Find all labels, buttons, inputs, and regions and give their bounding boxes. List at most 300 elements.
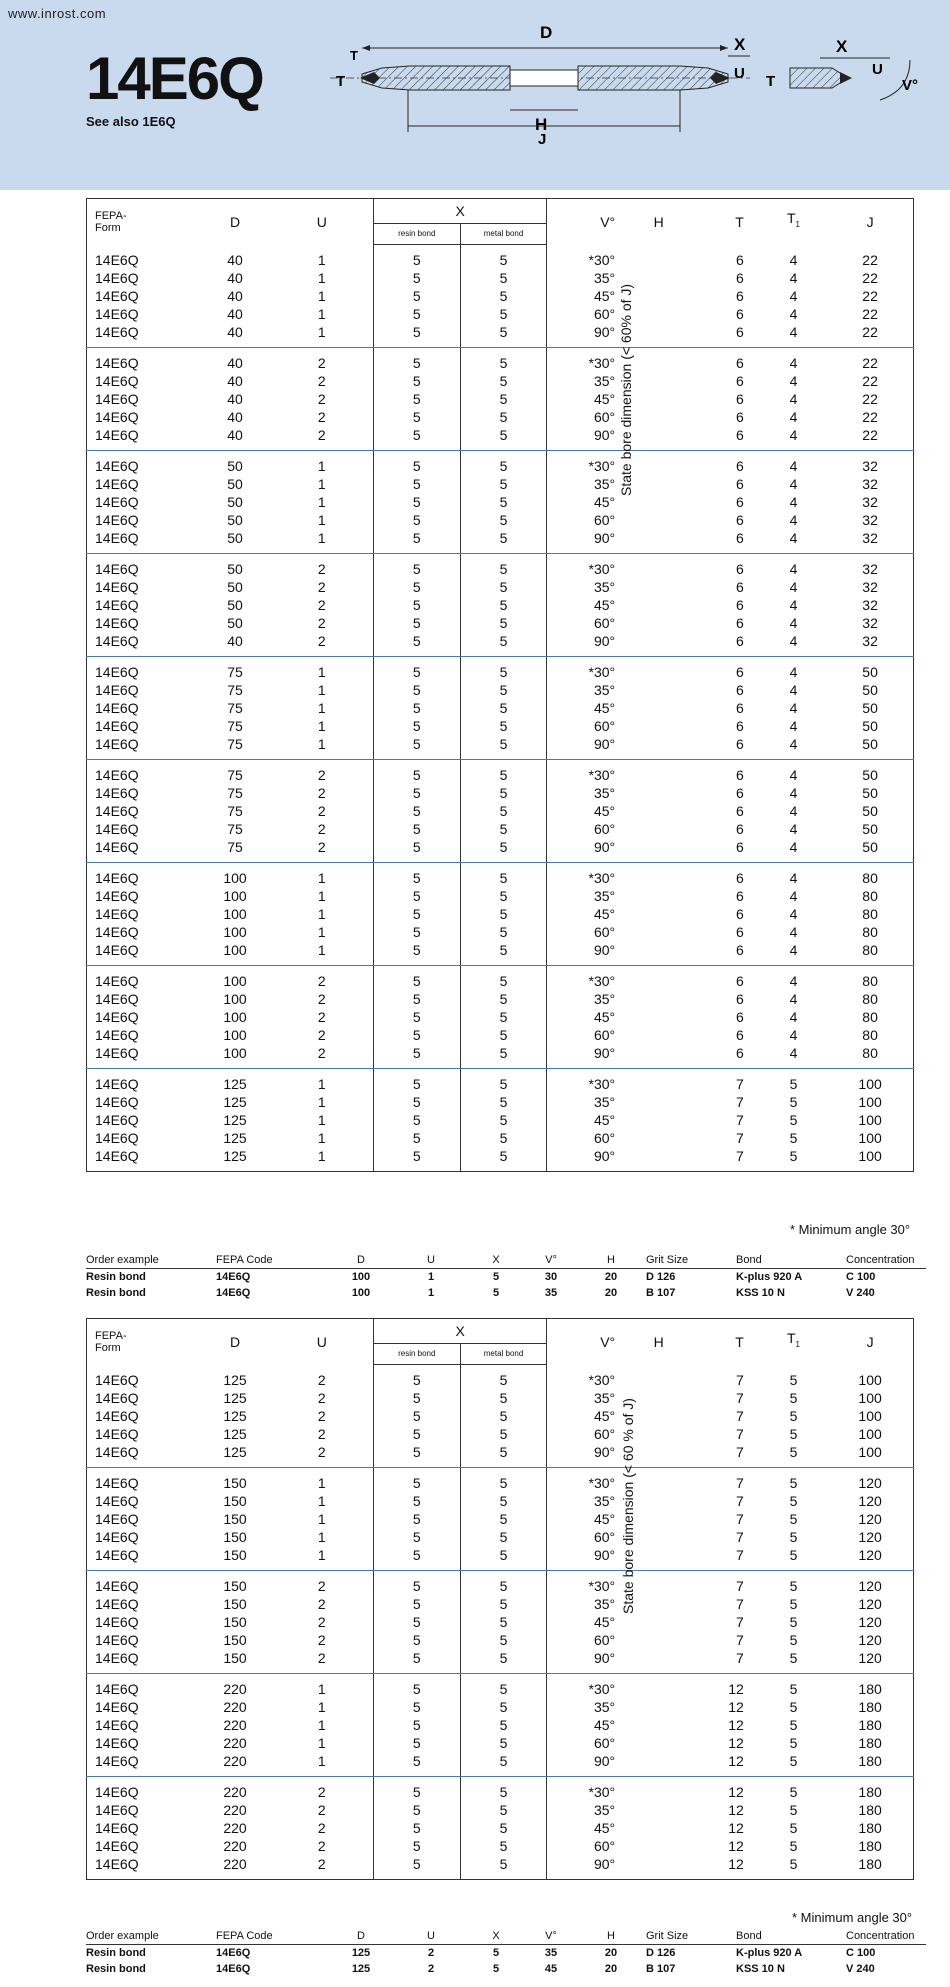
cell-j: 120 bbox=[858, 1614, 882, 1630]
order-cell: B 107 bbox=[646, 1287, 676, 1299]
cell-form: 14E6Q bbox=[95, 803, 139, 819]
cell-j: 100 bbox=[858, 1408, 882, 1424]
cell-h bbox=[629, 475, 688, 493]
table-row bbox=[87, 838, 914, 863]
cell-v: 45° bbox=[547, 1111, 629, 1129]
col-u-header: U bbox=[316, 213, 327, 230]
cell-x-metal: 5 bbox=[460, 1546, 547, 1571]
cell-x-resin: 5 bbox=[373, 990, 460, 1008]
order-cell: 1 bbox=[427, 1271, 435, 1283]
cell-x-metal: 5 bbox=[460, 614, 547, 632]
cell-x-resin: 5 bbox=[373, 717, 460, 735]
cell-d: 220 bbox=[223, 1699, 247, 1715]
cell-x-resin: 5 bbox=[373, 1752, 460, 1777]
cell-t: 6 bbox=[688, 632, 759, 657]
order-col-header: U bbox=[396, 1252, 466, 1269]
cell-d: 220 bbox=[223, 1717, 247, 1733]
table-row bbox=[87, 348, 914, 373]
col-resin-header: resin bond bbox=[373, 1344, 460, 1365]
cell-x-metal: 5 bbox=[460, 245, 547, 270]
cell-h bbox=[629, 887, 688, 905]
cell-v: *30° bbox=[547, 245, 629, 270]
cell-j: 100 bbox=[858, 1148, 882, 1164]
cell-x-metal: 5 bbox=[460, 1649, 547, 1674]
cell-d: 100 bbox=[223, 870, 247, 886]
cell-v: 90° bbox=[547, 632, 629, 657]
cell-x-metal: 5 bbox=[460, 820, 547, 838]
cell-h bbox=[629, 1674, 688, 1699]
cell-form: 14E6Q bbox=[95, 1717, 139, 1733]
order-col-header: Bond bbox=[736, 1928, 846, 1945]
cell-j: 180 bbox=[858, 1784, 882, 1800]
cell-d: 40 bbox=[227, 391, 243, 407]
cell-h bbox=[629, 1855, 688, 1880]
cell-v: 60° bbox=[547, 511, 629, 529]
cell-t1: 4 bbox=[789, 270, 798, 286]
cell-v: *30° bbox=[547, 348, 629, 373]
cell-x-resin: 5 bbox=[373, 1595, 460, 1613]
cell-h bbox=[629, 1425, 688, 1443]
cell-h bbox=[629, 596, 688, 614]
cell-form: 14E6Q bbox=[95, 1027, 139, 1043]
cell-v: 45° bbox=[547, 1716, 629, 1734]
cell-j: 180 bbox=[858, 1681, 882, 1697]
cell-d: 75 bbox=[227, 664, 243, 680]
cell-v: 45° bbox=[547, 1407, 629, 1425]
order-cell: D 126 bbox=[646, 1271, 676, 1283]
cell-x-resin: 5 bbox=[373, 529, 460, 554]
cell-t: 6 bbox=[736, 270, 744, 286]
cell-u: 2 bbox=[317, 1408, 326, 1424]
cell-d: 100 bbox=[223, 991, 247, 1007]
cell-u: 2 bbox=[317, 1027, 326, 1043]
cell-t: 7 bbox=[736, 1148, 744, 1164]
table-row bbox=[87, 451, 914, 476]
col-metal-header: metal bond bbox=[460, 1344, 547, 1365]
col-u-header: U bbox=[316, 1333, 327, 1350]
cell-d: 100 bbox=[223, 1027, 247, 1043]
cell-h bbox=[629, 1819, 688, 1837]
cell-t1: 4 bbox=[760, 838, 827, 863]
cell-j: 50 bbox=[862, 821, 878, 837]
cell-v: 90° bbox=[547, 1855, 629, 1880]
cell-x-resin: 5 bbox=[373, 1425, 460, 1443]
cell-t: 6 bbox=[736, 494, 744, 510]
cell-x-metal: 5 bbox=[460, 802, 547, 820]
see-also-note: See also 1E6Q bbox=[86, 114, 176, 129]
order-col-header: Order example bbox=[86, 1928, 216, 1945]
cell-h bbox=[629, 1147, 688, 1172]
cell-j: 120 bbox=[858, 1493, 882, 1509]
cell-u: 2 bbox=[271, 1443, 374, 1468]
cell-x-metal: 5 bbox=[460, 887, 547, 905]
cell-t: 6 bbox=[736, 561, 744, 577]
cell-x-resin: 5 bbox=[373, 1528, 460, 1546]
cell-x-metal: 5 bbox=[460, 1111, 547, 1129]
cell-u: 1 bbox=[271, 323, 374, 348]
col-t1-label: T bbox=[786, 1330, 796, 1347]
cell-j: 80 bbox=[827, 941, 913, 966]
order-cell: D 126 bbox=[646, 1947, 676, 1959]
cell-h bbox=[629, 390, 688, 408]
order-cell: 20 bbox=[604, 1287, 618, 1299]
cell-j: 32 bbox=[862, 561, 878, 577]
cell-form: 14E6Q bbox=[95, 1094, 139, 1110]
cell-x-resin: 5 bbox=[373, 390, 460, 408]
cell-d: 75 bbox=[227, 803, 243, 819]
cell-d: 50 bbox=[227, 512, 243, 528]
order-col-header: FEPA Code bbox=[216, 1928, 326, 1945]
cell-v: 90° bbox=[547, 529, 629, 554]
cell-x-resin: 5 bbox=[373, 348, 460, 373]
order-cell: 5 bbox=[492, 1287, 500, 1299]
cell-v: 60° bbox=[547, 614, 629, 632]
cell-x-resin: 5 bbox=[373, 1129, 460, 1147]
cell-d: 100 bbox=[223, 924, 247, 940]
col-j-header: J bbox=[866, 213, 874, 230]
table-row bbox=[87, 1716, 914, 1734]
cell-u: 2 bbox=[317, 579, 326, 595]
cell-t1: 5 bbox=[789, 1735, 798, 1751]
cell-d: 40 bbox=[227, 251, 243, 268]
cell-t: 12 bbox=[728, 1784, 744, 1800]
cell-t: 7 bbox=[736, 1632, 744, 1648]
cell-x-resin: 5 bbox=[373, 1147, 460, 1172]
cell-h bbox=[629, 1069, 688, 1094]
cell-j: 80 bbox=[827, 1044, 913, 1069]
table-row bbox=[87, 1492, 914, 1510]
cell-u: 2 bbox=[317, 615, 326, 631]
order-cell: 1 bbox=[427, 1287, 435, 1299]
cell-v: 35° bbox=[547, 1389, 629, 1407]
cell-d: 100 bbox=[223, 888, 247, 904]
cell-d: 50 bbox=[227, 597, 243, 613]
cell-x-metal: 5 bbox=[460, 905, 547, 923]
cell-u: 1 bbox=[317, 251, 326, 268]
cell-u: 1 bbox=[271, 1546, 374, 1571]
col-form-header bbox=[87, 1319, 200, 1365]
cell-t: 6 bbox=[736, 718, 744, 734]
cell-v: 45° bbox=[547, 699, 629, 717]
order-col-header: Concentration bbox=[846, 1928, 926, 1945]
cell-d: 125 bbox=[223, 1371, 247, 1388]
cell-x-resin: 5 bbox=[373, 657, 460, 682]
order-cell: Resin bond bbox=[86, 1287, 146, 1299]
col-t1-label: T bbox=[786, 210, 796, 227]
order-cell: 20 bbox=[604, 1271, 618, 1283]
cell-d: 50 bbox=[227, 458, 243, 474]
cell-x-metal: 5 bbox=[460, 717, 547, 735]
cell-j: 100 bbox=[858, 1371, 882, 1388]
cell-t1: 4 bbox=[760, 426, 827, 451]
cell-h bbox=[629, 1044, 688, 1069]
cell-t1: 4 bbox=[789, 355, 798, 371]
cell-j: 32 bbox=[862, 476, 878, 492]
cell-form: 14E6Q bbox=[87, 1546, 200, 1571]
cell-u: 2 bbox=[317, 1578, 326, 1594]
cell-h bbox=[629, 1571, 688, 1596]
cell-h bbox=[629, 632, 688, 657]
order-col-header: FEPA Code bbox=[216, 1252, 326, 1269]
cell-t1: 4 bbox=[789, 288, 798, 304]
cell-d: 75 bbox=[227, 718, 243, 734]
cell-v: 60° bbox=[547, 1425, 629, 1443]
cell-j: 50 bbox=[862, 803, 878, 819]
cell-form: 14E6Q bbox=[95, 664, 139, 680]
col-t1-sub: 1 bbox=[795, 1340, 800, 1350]
order-cell: C 100 bbox=[846, 1271, 876, 1283]
cell-d: 125 bbox=[223, 1148, 247, 1164]
cell-h bbox=[629, 1026, 688, 1044]
cell-j: 180 bbox=[858, 1820, 882, 1836]
cell-form: 14E6Q bbox=[95, 973, 139, 989]
cell-j: 50 bbox=[862, 718, 878, 734]
cell-form: 14E6Q bbox=[95, 355, 139, 371]
cell-v: 60° bbox=[547, 717, 629, 735]
cell-t: 6 bbox=[736, 579, 744, 595]
cell-t1: 4 bbox=[789, 821, 798, 837]
order-cell: 125 bbox=[351, 1947, 371, 1959]
table-row bbox=[87, 596, 914, 614]
cell-v: 35° bbox=[547, 1492, 629, 1510]
table-row bbox=[87, 1407, 914, 1425]
cell-j: 180 bbox=[858, 1717, 882, 1733]
table-row bbox=[87, 245, 914, 270]
cell-x-resin: 5 bbox=[373, 863, 460, 888]
cell-u: 1 bbox=[317, 288, 326, 304]
edge-detail-diagram bbox=[760, 30, 940, 120]
cell-x-resin: 5 bbox=[373, 1546, 460, 1571]
cell-t: 6 bbox=[688, 941, 759, 966]
cell-form: 14E6Q bbox=[87, 323, 200, 348]
cell-v: 90° bbox=[547, 1546, 629, 1571]
cell-x-resin: 5 bbox=[373, 493, 460, 511]
cell-t1: 4 bbox=[789, 682, 798, 698]
cell-form: 14E6Q bbox=[95, 579, 139, 595]
cell-u: 1 bbox=[317, 1493, 326, 1509]
table-row bbox=[87, 941, 914, 966]
cell-form: 14E6Q bbox=[95, 1596, 139, 1612]
cell-d: 125 bbox=[223, 1112, 247, 1128]
cell-j: 32 bbox=[827, 529, 913, 554]
cell-j: 120 bbox=[858, 1632, 882, 1648]
cell-u: 2 bbox=[317, 803, 326, 819]
cell-form: 14E6Q bbox=[95, 288, 139, 304]
cell-h bbox=[629, 905, 688, 923]
cell-x-metal: 5 bbox=[460, 784, 547, 802]
cell-t: 6 bbox=[688, 323, 759, 348]
cell-j: 80 bbox=[862, 906, 878, 922]
col-t1-header bbox=[760, 1319, 827, 1365]
cell-u: 1 bbox=[317, 718, 326, 734]
cell-u: 2 bbox=[317, 1802, 326, 1818]
cell-v: *30° bbox=[547, 760, 629, 785]
cell-x-resin: 5 bbox=[373, 1649, 460, 1674]
cell-t1: 5 bbox=[789, 1426, 798, 1442]
table-row bbox=[87, 784, 914, 802]
cell-form: 14E6Q bbox=[95, 1493, 139, 1509]
cell-h bbox=[629, 1468, 688, 1493]
cell-d: 220 bbox=[223, 1802, 247, 1818]
cell-h bbox=[629, 1595, 688, 1613]
cell-v: 35° bbox=[547, 1093, 629, 1111]
order-cell: 5 bbox=[492, 1947, 500, 1959]
cell-form: 14E6Q bbox=[95, 1148, 139, 1164]
cell-t1: 4 bbox=[789, 700, 798, 716]
cell-t: 6 bbox=[736, 597, 744, 613]
cell-v: 45° bbox=[547, 1510, 629, 1528]
table-row bbox=[87, 475, 914, 493]
cell-u: 2 bbox=[271, 632, 374, 657]
cell-form: 14E6Q bbox=[95, 1426, 139, 1442]
cell-u: 2 bbox=[317, 767, 326, 783]
cell-j: 100 bbox=[858, 1112, 882, 1128]
cell-j: 50 bbox=[862, 700, 878, 716]
table-row bbox=[87, 1546, 914, 1571]
cell-x-metal: 5 bbox=[460, 1528, 547, 1546]
cell-t1: 4 bbox=[789, 409, 798, 425]
cell-j: 180 bbox=[858, 1856, 882, 1872]
cell-u: 1 bbox=[271, 735, 374, 760]
cell-t: 7 bbox=[736, 1493, 744, 1509]
cell-form: 14E6Q bbox=[95, 1632, 139, 1648]
cell-t1: 5 bbox=[789, 1632, 798, 1648]
cell-t1: 4 bbox=[789, 664, 798, 680]
cell-j: 50 bbox=[862, 664, 878, 680]
cell-d: 75 bbox=[227, 821, 243, 837]
cell-t1: 4 bbox=[789, 803, 798, 819]
cell-j: 100 bbox=[858, 1130, 882, 1146]
cell-u: 1 bbox=[317, 270, 326, 286]
cell-j: 120 bbox=[858, 1529, 882, 1545]
cell-h bbox=[629, 1111, 688, 1129]
wheel-section-diagram bbox=[330, 16, 750, 146]
table-row bbox=[87, 323, 914, 348]
cell-v: 35° bbox=[547, 1595, 629, 1613]
cell-j: 22 bbox=[827, 426, 913, 451]
cell-t1: 4 bbox=[789, 924, 798, 940]
cell-x-metal: 5 bbox=[460, 323, 547, 348]
cell-h bbox=[629, 426, 688, 451]
col-form-header bbox=[87, 199, 200, 245]
cell-t1: 4 bbox=[760, 632, 827, 657]
cell-j: 22 bbox=[862, 306, 878, 322]
cell-h bbox=[629, 554, 688, 579]
cell-t1: 4 bbox=[789, 615, 798, 631]
cell-x-resin: 5 bbox=[373, 1443, 460, 1468]
cell-x-resin: 5 bbox=[373, 760, 460, 785]
cell-t: 12 bbox=[728, 1735, 744, 1751]
cell-x-metal: 5 bbox=[460, 1365, 547, 1390]
cell-h bbox=[629, 802, 688, 820]
cell-v: 35° bbox=[547, 1801, 629, 1819]
cell-t1: 5 bbox=[789, 1681, 798, 1697]
table-row bbox=[87, 699, 914, 717]
cell-u: 1 bbox=[271, 1752, 374, 1777]
col-j-header: J bbox=[866, 1333, 874, 1350]
cell-j: 120 bbox=[827, 1649, 913, 1674]
cell-d: 125 bbox=[223, 1094, 247, 1110]
cell-form: 14E6Q bbox=[95, 682, 139, 698]
cell-x-resin: 5 bbox=[373, 1801, 460, 1819]
cell-t1: 4 bbox=[789, 1027, 798, 1043]
cell-j: 100 bbox=[858, 1076, 882, 1092]
cell-x-metal: 5 bbox=[460, 1389, 547, 1407]
cell-d: 125 bbox=[223, 1076, 247, 1092]
cell-x-metal: 5 bbox=[460, 1801, 547, 1819]
table-row bbox=[87, 632, 914, 657]
cell-u: 1 bbox=[317, 906, 326, 922]
cell-t: 6 bbox=[736, 409, 744, 425]
cell-d: 150 bbox=[223, 1578, 247, 1594]
cell-v: 45° bbox=[547, 596, 629, 614]
order-col-header: Bond bbox=[736, 1252, 846, 1269]
cell-d: 220 bbox=[223, 1784, 247, 1800]
table-row bbox=[87, 1631, 914, 1649]
cell-u: 2 bbox=[271, 1649, 374, 1674]
cell-d: 40 bbox=[199, 323, 270, 348]
cell-j: 100 bbox=[858, 1390, 882, 1406]
cell-h bbox=[629, 863, 688, 888]
cell-v: 60° bbox=[547, 820, 629, 838]
col-d-header: D bbox=[229, 1333, 241, 1350]
order-col-header: H bbox=[576, 1928, 646, 1945]
cell-form: 14E6Q bbox=[95, 991, 139, 1007]
cell-t: 6 bbox=[688, 838, 759, 863]
cell-x-metal: 5 bbox=[460, 475, 547, 493]
cell-t1: 4 bbox=[789, 597, 798, 613]
cell-h bbox=[629, 923, 688, 941]
order-cell: 100 bbox=[351, 1271, 371, 1283]
cell-form: 14E6Q bbox=[95, 1784, 139, 1800]
cell-d: 75 bbox=[227, 682, 243, 698]
cell-u: 1 bbox=[317, 1681, 326, 1697]
cell-h bbox=[629, 1365, 688, 1390]
cell-t1: 5 bbox=[789, 1076, 798, 1092]
header-band bbox=[0, 0, 950, 190]
cell-form: 14E6Q bbox=[95, 409, 139, 425]
cell-t: 12 bbox=[728, 1717, 744, 1733]
cell-d: 50 bbox=[227, 494, 243, 510]
cell-t1: 5 bbox=[789, 1717, 798, 1733]
cell-d: 50 bbox=[227, 579, 243, 595]
cell-t: 12 bbox=[688, 1752, 759, 1777]
cell-x-resin: 5 bbox=[373, 887, 460, 905]
cell-t: 6 bbox=[736, 355, 744, 371]
cell-j: 180 bbox=[858, 1802, 882, 1818]
cell-d: 125 bbox=[199, 1443, 270, 1468]
cell-j: 180 bbox=[827, 1752, 913, 1777]
cell-form: 14E6Q bbox=[95, 1390, 139, 1406]
cell-t1: 4 bbox=[760, 323, 827, 348]
table-row bbox=[87, 390, 914, 408]
order-cell: 14E6Q bbox=[216, 1287, 251, 1299]
cell-x-metal: 5 bbox=[460, 372, 547, 390]
order-cell: 5 bbox=[492, 1271, 500, 1283]
cell-x-metal: 5 bbox=[460, 390, 547, 408]
cell-u: 1 bbox=[317, 682, 326, 698]
cell-v: 35° bbox=[547, 578, 629, 596]
cell-v: *30° bbox=[547, 863, 629, 888]
cell-d: 50 bbox=[227, 476, 243, 492]
cell-x-metal: 5 bbox=[460, 1425, 547, 1443]
cell-form: 14E6Q bbox=[87, 1443, 200, 1468]
cell-x-resin: 5 bbox=[373, 578, 460, 596]
cell-u: 2 bbox=[271, 838, 374, 863]
cell-t1: 5 bbox=[789, 1578, 798, 1594]
cell-x-resin: 5 bbox=[373, 1716, 460, 1734]
cell-t1: 4 bbox=[789, 767, 798, 783]
